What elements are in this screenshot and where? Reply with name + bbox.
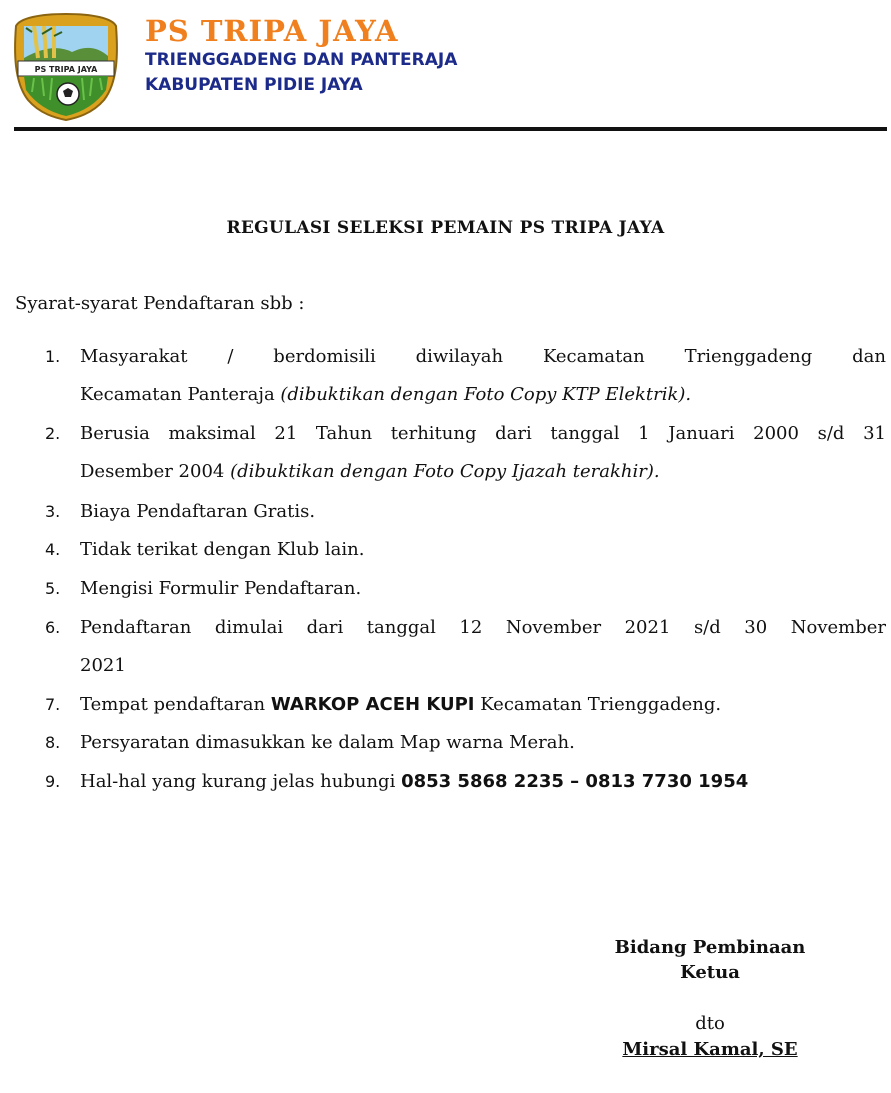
venue-name: WARKOP ACEH KUPI bbox=[270, 694, 475, 715]
list-item bbox=[0, 763, 891, 801]
list-item bbox=[0, 686, 891, 724]
item-text: Persyaratan dimasukkan ke dalam Map warna Merah. bbox=[80, 732, 575, 753]
item-number: 4. bbox=[45, 540, 61, 559]
letterhead bbox=[0, 0, 891, 130]
contact-phone-numbers: 0853 5868 2235 – 0813 7730 1954 bbox=[401, 771, 749, 792]
item-text: Biaya Pendaftaran Gratis. bbox=[80, 501, 316, 522]
item-text-plain: Kecamatan Panteraja bbox=[80, 384, 281, 405]
intro-text: Syarat-syarat Pendaftaran sbb : bbox=[15, 293, 305, 314]
signature-subrole: Ketua bbox=[680, 962, 740, 983]
logo-text: PS TRIPA JAYA bbox=[34, 65, 98, 74]
item-number: 1. bbox=[45, 347, 61, 366]
item-number: 5. bbox=[45, 579, 61, 598]
item-text-plain: Kecamatan Trienggadeng. bbox=[474, 694, 722, 715]
signature-role: Bidang Pembinaan bbox=[614, 937, 806, 958]
item-text-note: (dibuktikan dengan Foto Copy KTP Elektrik). bbox=[280, 384, 692, 405]
item-text-line2: 2021 bbox=[80, 655, 126, 676]
item-number: 2. bbox=[45, 424, 61, 443]
item-text-line1: Pendaftaran dimulai dari tanggal 12 November 2021 s/d 30 November bbox=[80, 617, 886, 638]
item-text bbox=[80, 686, 886, 724]
item-number: 9. bbox=[45, 772, 61, 791]
organization-block bbox=[145, 14, 457, 98]
item-number: 8. bbox=[45, 733, 61, 752]
item-text-line1: Masyarakat / berdomisili diwilayah Kecamatan Trienggadeng dan bbox=[80, 346, 886, 367]
item-text bbox=[80, 763, 886, 801]
item-text: Mengisi Formulir Pendaftaran. bbox=[80, 578, 362, 599]
item-text-plain: Desember 2004 bbox=[80, 461, 231, 482]
item-number: 3. bbox=[45, 502, 61, 521]
item-text-plain: Tempat pendaftaran bbox=[80, 694, 271, 715]
list-item bbox=[0, 724, 891, 762]
list-item bbox=[0, 338, 891, 414]
item-text-plain: Hal-hal yang kurang jelas hubungi bbox=[80, 771, 402, 792]
list-item bbox=[0, 493, 891, 531]
item-text-line2 bbox=[80, 376, 691, 414]
item-text-line1: Berusia maksimal 21 Tahun terhitung dari tanggal 1 Januari 2000 s/d 31 bbox=[80, 423, 886, 444]
list-item bbox=[0, 415, 891, 491]
item-text-note: (dibuktikan dengan Foto Copy Ijazah terakhir). bbox=[230, 461, 660, 482]
list-item bbox=[0, 531, 891, 569]
item-number: 7. bbox=[45, 695, 61, 714]
header-divider bbox=[14, 127, 887, 131]
document-title: REGULASI SELEKSI PEMAIN PS TRIPA JAYA bbox=[226, 218, 665, 238]
org-district-line: TRIENGGADENG DAN PANTERAJA bbox=[145, 50, 458, 70]
list-item bbox=[0, 570, 891, 608]
signatory-name: Mirsal Kamal, SE bbox=[622, 1039, 798, 1060]
org-name: PS TRIPA JAYA bbox=[145, 14, 399, 48]
org-regency-line: KABUPATEN PIDIE JAYA bbox=[145, 75, 363, 95]
item-number: 6. bbox=[45, 618, 61, 637]
item-text: Tidak terikat dengan Klub lain. bbox=[80, 539, 365, 560]
list-item bbox=[0, 609, 891, 685]
item-text-line2 bbox=[80, 453, 660, 491]
signature-dto: dto bbox=[695, 1013, 725, 1034]
